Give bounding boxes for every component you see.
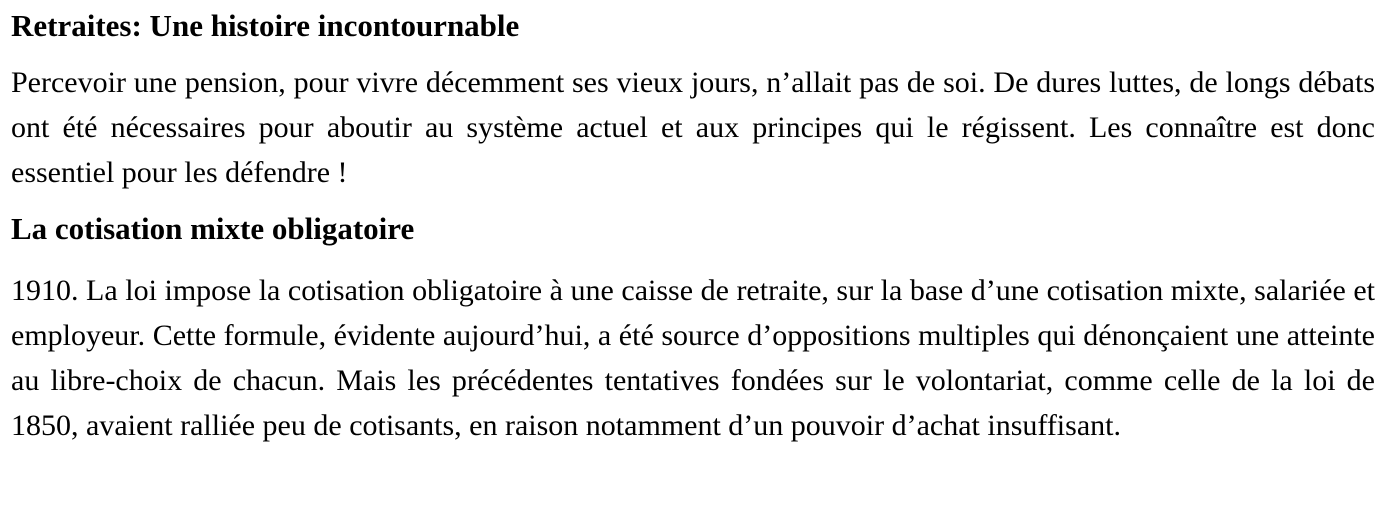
- section-heading: La cotisation mixte obligatoire: [11, 211, 415, 246]
- section-heading: Retraites: Une histoire incontournable: [11, 8, 520, 43]
- section-paragraph: Percevoir une pension, pour vivre décemment ses vieux jours, n’allait pas de soi. De dures luttes, de longs débats ont été nécessaires pour aboutir au système actuel et aux principes qui le régissent. Les connaître est donc essentiel pour les défendre !: [11, 66, 1375, 189]
- section-cotisation: [11, 210, 1375, 448]
- section-retraites: [11, 0, 1375, 195]
- section-paragraph: 1910. La loi impose la cotisation obligatoire à une caisse de retraite, sur la base d’une cotisation mixte, salariée et employeur. Cette formule, évidente aujourd’hui, a été source d’oppositions multiples qui dénonçaient une atteinte au libre-choix de chacun. Mais les précédentes tentatives fondées sur le volontariat, comme celle de la loi de 1850, avaient ralliée peu de cotisants, en raison notamment d’un pouvoir d’achat insuffisant.: [11, 274, 1375, 442]
